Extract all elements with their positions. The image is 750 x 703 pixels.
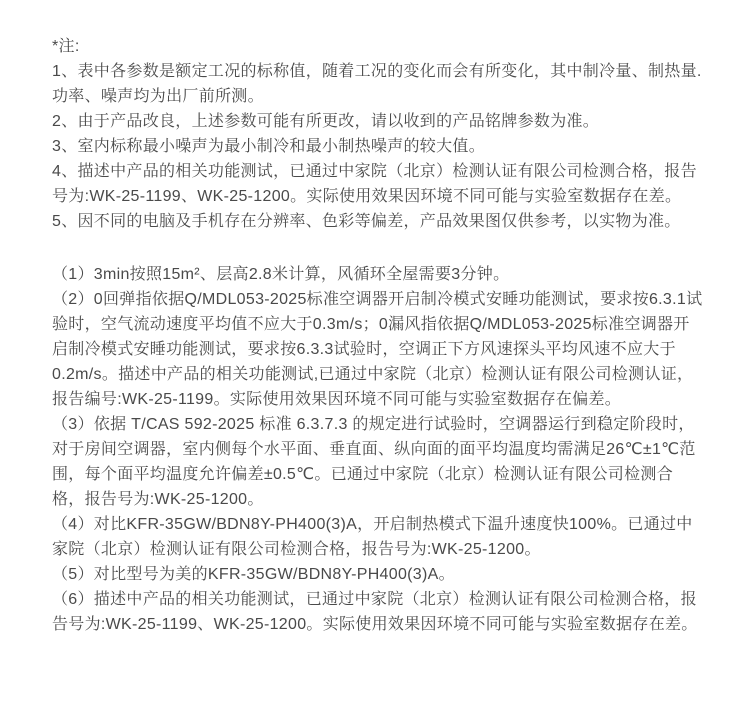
note-item-2: 2、由于产品改良，上述参数可能有所更改，请以收到的产品铭牌参数为准。: [52, 113, 600, 130]
note-item-4: 4、描述中产品的相关功能测试，已通过中家院（北京）检测认证有限公司检测合格，报告号为:WK-25-1199、WK-25-1200。实际使用效果因环境不同可能与实验室数据存在差。: [52, 163, 697, 205]
footnote-item-3: （3）依据 T/CAS 592-2025 标准 6.3.7.3 的规定进行试验时，空调器运行到稳定阶段时，对于房间空调器，室内侧每个水平面、垂直面、纵向面的面平均温度均需满足26℃±1℃范围，每个面平均温度允许偏差±0.5℃。已通过中家院（北京）检测认证有限公司检测合格，报告号为:WK-25-1200。: [52, 416, 696, 508]
note-item-5: 5、因不同的电脑及手机存在分辨率、色彩等偏差，产品效果图仅供参考，以实物为准。: [52, 213, 681, 230]
note-item-1: 1、表中各参数是额定工况的标称值，随着工况的变化而会有所变化，其中制冷量、制热量.功率、噪声均为出厂前所测。: [52, 63, 702, 105]
notes-title: *注:: [52, 38, 80, 55]
footnote-item-2: （2）0回弹指依据Q/MDL053-2025标准空调器开启制冷模式安睡功能测试，要求按6.3.1试验时，空气流动速度平均值不应大于0.3m/s；0漏风指依据Q/MDL053-2025标准空调器开启制冷模式安睡功能测试，要求按6.3.3试验时，空调正下方风速探头平均风速不应大于0.2m/s。描述中产品的相关功能测试,已通过中家院（北京）检测认证有限公司检测认证，报告编号:WK-25-1199。实际使用效果因环境不同可能与实验室数据存在偏差。: [52, 291, 703, 408]
footnotes-section: [52, 262, 704, 637]
footnote-item-1: （1）3min按照15m²、层高2.8米计算，风循环全屋需要3分钟。: [52, 266, 510, 283]
notes-section: [52, 59, 704, 234]
note-item-3: 3、室内标称最小噪声为最小制冷和最小制热噪声的较大值。: [52, 138, 485, 155]
footnote-item-4: （4）对比KFR-35GW/BDN8Y-PH400(3)A，开启制热模式下温升速度快100%。已通过中家院（北京）检测认证有限公司检测合格，报告号为:WK-25-1200。: [52, 516, 693, 558]
footnote-item-6: （6）描述中产品的相关功能测试，已通过中家院（北京）检测认证有限公司检测合格，报告号为:WK-25-1199、WK-25-1200。实际使用效果因环境不同可能与实验室数据存在差。: [52, 591, 698, 633]
footnote-item-5: （5）对比型号为美的KFR-35GW/BDN8Y-PH400(3)A。: [52, 566, 455, 583]
